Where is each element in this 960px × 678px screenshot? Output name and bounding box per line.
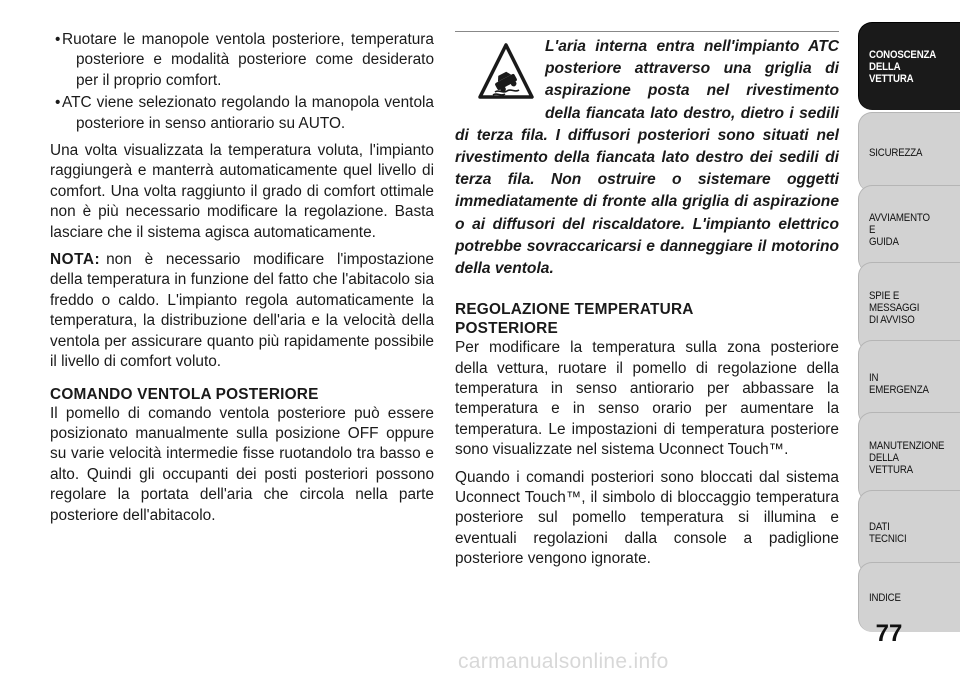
- tab-label: SICUREZZA: [869, 146, 923, 159]
- watermark: carmanualsonline.info: [458, 650, 669, 673]
- tab-label: INDICE: [869, 591, 901, 604]
- tab-spie-e-messaggi[interactable]: [858, 262, 960, 352]
- body-paragraph: Una volta visualizzata la temperatura voluta, l'impianto raggiungerà e manterrà automaticamente quel livello di comfort. Una volta raggiunto il grado di comfort ottimale non è più necessario modificare la regolazione. Basta lasciare che il sistema agisca automaticamente.: [50, 142, 434, 241]
- tab-sicurezza[interactable]: [858, 112, 960, 192]
- page-number: 77: [875, 620, 903, 647]
- body-paragraph: Il pomello di comando ventola posteriore può essere posizionato manualmente sulla posizione OFF oppure su varie velocità intermedie fisse ruotandolo tra basso e alto. Quindi gli occupanti dei posti posteriori possono regolare la portata dell'aria che circola nella parte posteriore dell'abitacolo.: [50, 404, 434, 524]
- warning-box: [455, 31, 839, 280]
- right-column: [455, 31, 839, 577]
- tab-conoscenza-della-vettura[interactable]: [858, 22, 960, 110]
- warning-text: L'aria interna entra nell'impianto ATC posteriore attraverso una griglia di aspirazione posta nel rivestimento della fiancata lato destro, dietro i sedili di terza fila. I diffusori posteriori sono situati nel rivestimento della fiancata lato destro dei sedili di terza fila. Non ostruire o sistemare oggetti immediatamente di fronte alla griglia di aspirazione o ai diffusori del riscaldatore. L'impianto elettrico potrebbe sovraccaricarsi e danneggiare il motorino della ventola.: [455, 38, 839, 278]
- chapter-tabs: [858, 22, 960, 632]
- note-label: NOTA:: [50, 251, 101, 269]
- body-paragraph: Quando i comandi posteriori sono bloccati dal sistema Uconnect Touch™, il simbolo di bloccaggio temperatura posteriore sul pomello temperatura si illumina e eventuali regolazioni dalla console a padiglione posteriore vengono ignorate.: [455, 468, 839, 568]
- section-heading: COMANDO VENTOLA POSTERIORE: [50, 385, 319, 403]
- section-heading: REGOLAZIONE TEMPERATURA POSTERIORE: [455, 301, 694, 338]
- list-item: • ATC viene selezionato regolando la manopola ventola posteriore in senso antiorario su AUTO.: [50, 93, 434, 134]
- tab-label: DATI TECNICI: [869, 520, 907, 545]
- note-paragraph: [50, 250, 434, 372]
- tab-label: AVVIAMENTO E GUIDA: [869, 211, 930, 248]
- tab-label: CONOSCENZA DELLA VETTURA: [869, 48, 937, 85]
- note-text: non è necessario modificare l'impostazione della temperatura in funzione del fatto che l'abitacolo sia freddo o caldo. L'impianto regola automaticamente la temperatura, la distribuzione dell'aria e la velocità della ventola per assicurare quanto più rapidamente possibile il livello di comfort voluto.: [50, 251, 434, 371]
- car-warning-triangle-icon: [477, 42, 535, 102]
- tab-label: SPIE E MESSAGGI DI AVVISO: [869, 289, 920, 326]
- tab-manutenzione-della-vettura[interactable]: [858, 412, 960, 502]
- list-item: • Ruotare le manopole ventola posteriore, temperatura posteriore e modalità posteriore come desiderato per il proprio comfort.: [50, 30, 434, 91]
- tab-label: IN EMERGENZA: [869, 371, 929, 396]
- left-column: [50, 30, 434, 533]
- body-paragraph: Per modificare la temperatura sulla zona posteriore della vettura, ruotare il pomello di regolazione della temperatura in senso antiorario per abbassare la temperatura e in senso orario per aumentare la temperatura. Le impostazioni di temperatura posteriore sono visualizzate nel sistema Uconnect Touch™.: [455, 339, 839, 459]
- tab-avviamento-e-guida[interactable]: [858, 185, 960, 273]
- tab-label: MANUTENZIONE DELLA VETTURA: [869, 439, 945, 476]
- instruction-list: [50, 30, 434, 134]
